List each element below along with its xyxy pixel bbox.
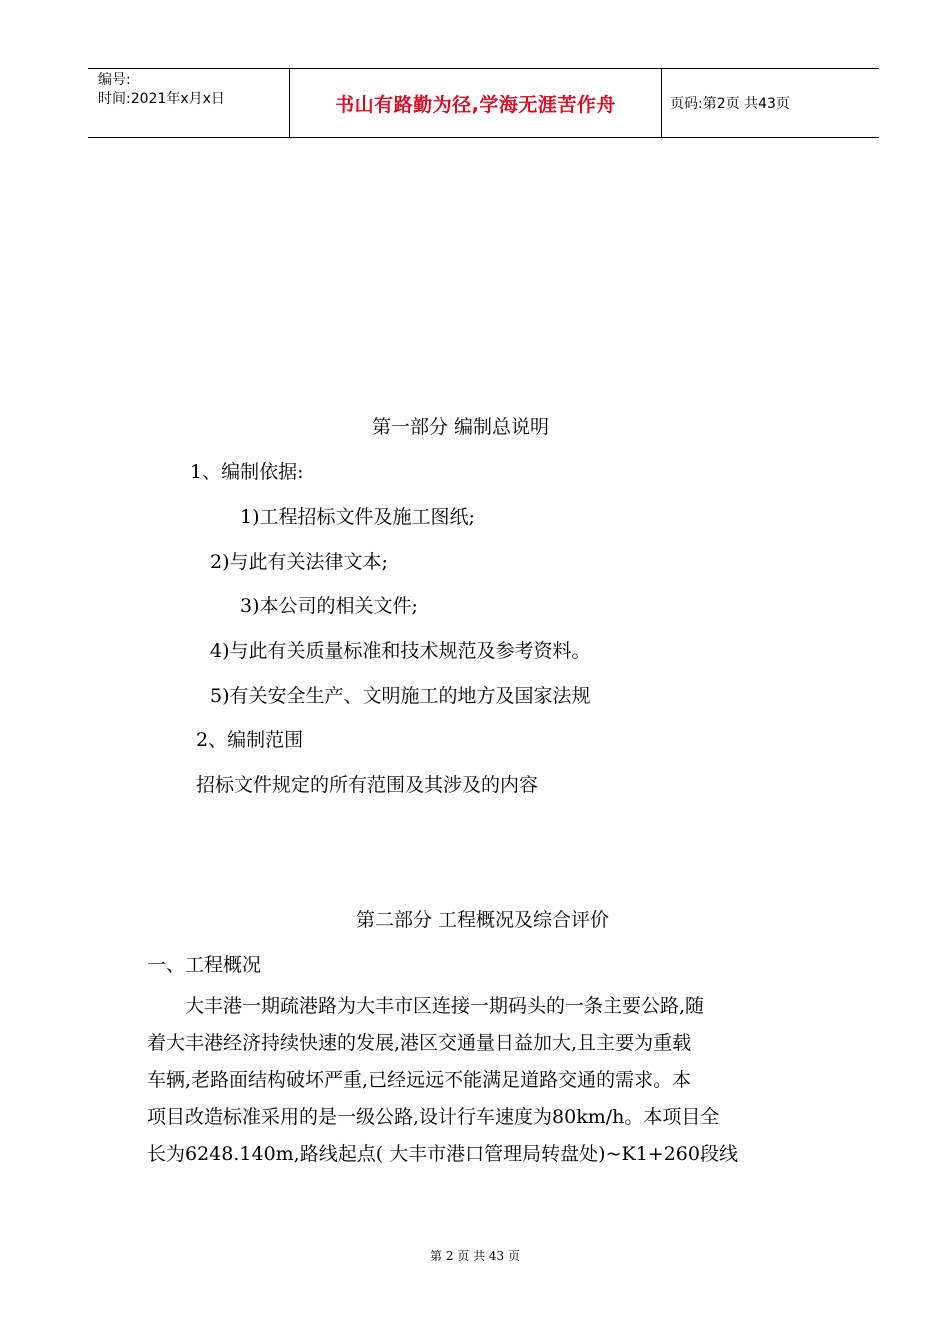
basis-item-3: 3)本公司的相关文件;	[240, 595, 418, 617]
basis-item-1: 1)工程招标文件及施工图纸;	[240, 506, 475, 528]
basis-item-2: 2)与此有关法律文本;	[210, 551, 388, 573]
basis-heading: 1、编制依据:	[190, 461, 304, 483]
motto-text: 书山有路勤为径,学海无涯苦作舟	[335, 93, 616, 116]
overview-heading: 一、工程概况	[147, 954, 262, 976]
scope-text: 招标文件规定的所有范围及其涉及的内容	[196, 774, 539, 796]
basis-item-5: 5)有关安全生产、文明施工的地方及国家法规	[210, 685, 591, 707]
code-label: 编号:	[98, 72, 131, 88]
overview-paragraph	[147, 988, 827, 1173]
page-header	[88, 68, 879, 138]
time-label: 时间:2021年x月x日	[98, 91, 225, 107]
paragraph-line: 长为6248.140m,路线起点( 大丰市港口管理局转盘处)~K1+260段线	[147, 1143, 738, 1165]
scope-heading: 2、编制范围	[196, 729, 304, 751]
part2-title: 第二部分 工程概况及综合评价	[356, 909, 610, 931]
paragraph-line: 车辆,老路面结构破坏严重,已经远远不能满足道路交通的需求。本	[147, 1069, 692, 1091]
page-info: 页码:第2页 共43页	[670, 96, 790, 112]
page-footer: 第 2 页 共 43 页	[430, 1249, 520, 1263]
paragraph-line: 大丰港一期疏港路为大丰市区连接一期码头的一条主要公路,随	[185, 995, 705, 1017]
basis-item-4: 4)与此有关质量标准和技术规范及参考资料。	[210, 640, 591, 662]
paragraph-line: 项目改造标准采用的是一级公路,设计行车速度为80km/h。本项目全	[147, 1106, 720, 1128]
paragraph-line: 着大丰港经济持续快速的发展,港区交通量日益加大,且主要为重载	[147, 1032, 692, 1054]
header-meta	[88, 69, 290, 137]
part1-title: 第一部分 编制总说明	[372, 416, 550, 438]
header-page-cell	[662, 69, 879, 137]
header-motto-cell	[290, 69, 662, 137]
